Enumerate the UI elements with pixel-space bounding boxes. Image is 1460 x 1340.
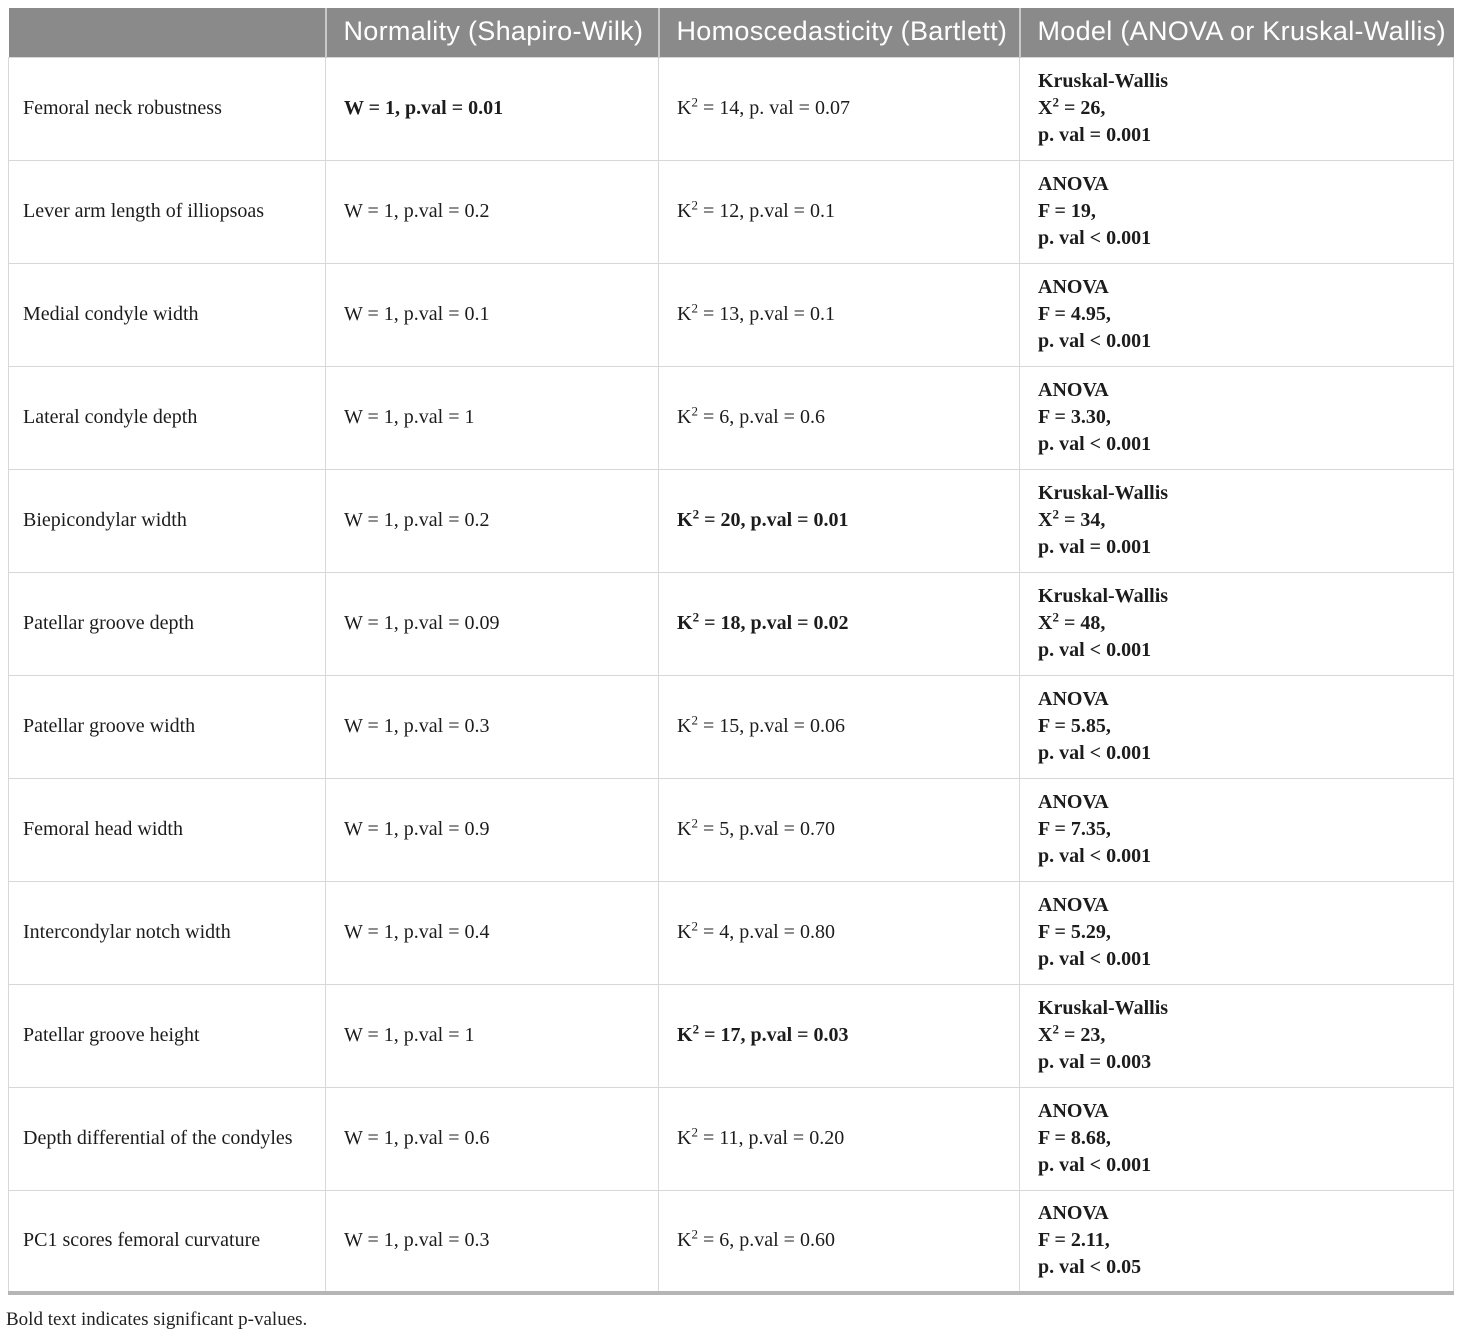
normality-value: W = 1, p.val = 0.1 [344, 303, 490, 325]
header-measurement [9, 8, 326, 57]
table-row [9, 469, 1454, 572]
header-model: Model (ANOVA or Kruskal-Wallis) [1020, 8, 1454, 57]
homoscedasticity-cell [659, 263, 1020, 366]
homoscedasticity-value: $K^2 = 15$, p.val = 0.06 [677, 712, 845, 737]
model-result [1038, 1098, 1445, 1179]
model-result [1038, 1200, 1445, 1281]
homoscedasticity-cell [659, 881, 1020, 984]
model-p-value: p. val < 0.001 [1038, 742, 1152, 764]
table-row [9, 778, 1454, 881]
homoscedasticity-cell [659, 469, 1020, 572]
normality-value: W = 1, p.val = 0.6 [344, 1127, 490, 1149]
homoscedasticity-value: $K^2 = 5$, p.val = 0.70 [677, 815, 835, 840]
measurement-label: Patellar groove width [9, 675, 326, 778]
table-row [9, 984, 1454, 1087]
homoscedasticity-cell [659, 1190, 1020, 1293]
homoscedasticity-value: $K^2 = 11$, p.val = 0.20 [677, 1124, 845, 1149]
homoscedasticity-cell [659, 57, 1020, 160]
normality-cell [326, 881, 659, 984]
homoscedasticity-value: $K^2 = 20$, p.val = 0.01 [677, 506, 849, 531]
homoscedasticity-value: $K^2 = 18$, p.val = 0.02 [677, 609, 849, 634]
normality-value: W = 1, p.val = 0.2 [344, 509, 490, 531]
table-row [9, 366, 1454, 469]
model-p-value: p. val < 0.001 [1038, 845, 1152, 867]
model-result [1038, 274, 1445, 355]
table-row [9, 57, 1454, 160]
model-result [1038, 171, 1445, 252]
model-result [1038, 995, 1445, 1076]
model-cell [1020, 778, 1454, 881]
normality-cell [326, 1190, 659, 1293]
measurement-label: Patellar groove height [9, 984, 326, 1087]
model-cell [1020, 675, 1454, 778]
measurement-label: Intercondylar notch width [9, 881, 326, 984]
model-cell [1020, 160, 1454, 263]
model-cell [1020, 572, 1454, 675]
model-cell [1020, 1087, 1454, 1190]
model-cell [1020, 366, 1454, 469]
normality-cell [326, 1087, 659, 1190]
model-cell [1020, 881, 1454, 984]
normality-value: W = 1, p.val = 0.2 [344, 200, 490, 222]
normality-value: W = 1, p.val = 1 [344, 1024, 475, 1046]
normality-cell [326, 160, 659, 263]
normality-cell [326, 57, 659, 160]
model-statistic: F = 5.85, [1038, 715, 1111, 737]
table-header [9, 8, 1454, 57]
header-homoscedasticity: Homoscedasticity (Bartlett) [659, 8, 1020, 57]
measurement-label: Medial condyle width [9, 263, 326, 366]
homoscedasticity-value: $K^2 = 17$, p.val = 0.03 [677, 1021, 849, 1046]
homoscedasticity-value: $K^2 = 6$, p.val = 0.60 [677, 1226, 835, 1252]
table-footnote: Bold text indicates significant p-values. [6, 1309, 308, 1330]
homoscedasticity-value: $K^2 = 14$, p. val = 0.07 [677, 94, 850, 119]
model-test-name: Kruskal-Wallis [1038, 70, 1169, 92]
model-p-value: p. val < 0.001 [1038, 330, 1152, 352]
measurement-label: Femoral neck robustness [9, 57, 326, 160]
normality-value: W = 1, p.val = 0.3 [344, 715, 490, 737]
measurement-label: Femoral head width [9, 778, 326, 881]
model-cell [1020, 1190, 1454, 1293]
homoscedasticity-value: $K^2 = 13$, p.val = 0.1 [677, 300, 835, 325]
normality-value: W = 1, p.val = 0.09 [344, 612, 500, 634]
model-test-name: ANOVA [1038, 379, 1109, 401]
normality-cell [326, 675, 659, 778]
model-p-value: p. val = 0.003 [1038, 1051, 1152, 1073]
model-statistic: F = 4.95, [1038, 303, 1111, 325]
model-statistic: $X^2 = 26$, [1038, 94, 1106, 119]
normality-value: W = 1, p.val = 0.3 [344, 1229, 490, 1252]
model-statistic: F = 7.35, [1038, 818, 1111, 840]
model-test-name: ANOVA [1038, 1100, 1109, 1122]
statistics-table [8, 8, 1454, 1295]
normality-value: W = 1, p.val = 1 [344, 406, 475, 428]
model-test-name: ANOVA [1038, 894, 1109, 916]
homoscedasticity-cell [659, 675, 1020, 778]
model-p-value: p. val < 0.05 [1038, 1256, 1142, 1279]
model-test-name: ANOVA [1038, 791, 1109, 813]
measurement-label: Patellar groove depth [9, 572, 326, 675]
homoscedasticity-value: $K^2 = 6$, p.val = 0.6 [677, 403, 825, 428]
model-p-value: p. val < 0.001 [1038, 639, 1152, 661]
table-row [9, 1190, 1454, 1293]
model-result [1038, 892, 1445, 973]
model-result [1038, 583, 1445, 664]
normality-cell [326, 469, 659, 572]
normality-cell [326, 572, 659, 675]
model-p-value: p. val < 0.001 [1038, 433, 1152, 455]
normality-cell [326, 366, 659, 469]
normality-cell [326, 778, 659, 881]
table-body [9, 57, 1454, 1293]
homoscedasticity-value: $K^2 = 12$, p.val = 0.1 [677, 197, 835, 222]
model-p-value: p. val < 0.001 [1038, 1154, 1152, 1176]
model-result [1038, 789, 1445, 870]
homoscedasticity-cell [659, 366, 1020, 469]
model-statistic: F = 8.68, [1038, 1127, 1111, 1149]
model-statistic: F = 2.11, [1038, 1229, 1110, 1252]
model-cell [1020, 263, 1454, 366]
model-p-value: p. val < 0.001 [1038, 948, 1152, 970]
homoscedasticity-cell [659, 778, 1020, 881]
model-p-value: p. val < 0.001 [1038, 227, 1152, 249]
table-row [9, 572, 1454, 675]
table-row [9, 675, 1454, 778]
model-test-name: ANOVA [1038, 173, 1109, 195]
model-result [1038, 480, 1445, 561]
normality-cell [326, 263, 659, 366]
measurement-label: Lateral condyle depth [9, 366, 326, 469]
normality-value: W = 1, p.val = 0.9 [344, 818, 490, 840]
table-row [9, 1087, 1454, 1190]
normality-value: W = 1, p.val = 0.4 [344, 921, 490, 943]
model-p-value: p. val = 0.001 [1038, 124, 1152, 146]
model-test-name: ANOVA [1038, 1202, 1109, 1225]
homoscedasticity-value: $K^2 = 4$, p.val = 0.80 [677, 918, 835, 943]
homoscedasticity-cell [659, 984, 1020, 1087]
table-row [9, 881, 1454, 984]
model-statistic: $X^2 = 34$, [1038, 506, 1106, 531]
normality-cell [326, 984, 659, 1087]
homoscedasticity-cell [659, 572, 1020, 675]
model-statistic: F = 3.30, [1038, 406, 1111, 428]
normality-value: W = 1, p.val = 0.01 [344, 97, 504, 119]
model-p-value: p. val = 0.001 [1038, 536, 1152, 558]
model-cell [1020, 57, 1454, 160]
header-normality: Normality (Shapiro-Wilk) [326, 8, 659, 57]
model-test-name: ANOVA [1038, 688, 1109, 710]
model-cell [1020, 469, 1454, 572]
measurement-label: Depth differential of the condyles [9, 1087, 326, 1190]
homoscedasticity-cell [659, 160, 1020, 263]
model-result [1038, 377, 1445, 458]
measurement-label: PC1 scores femoral curvature [9, 1190, 326, 1293]
statistics-table-container [8, 8, 1453, 1295]
table-row [9, 263, 1454, 366]
model-test-name: Kruskal-Wallis [1038, 482, 1169, 504]
model-result [1038, 686, 1445, 767]
model-test-name: ANOVA [1038, 276, 1109, 298]
model-statistic: F = 5.29, [1038, 921, 1111, 943]
model-test-name: Kruskal-Wallis [1038, 585, 1169, 607]
measurement-label: Lever arm length of illiopsoas [9, 160, 326, 263]
table-row [9, 160, 1454, 263]
model-result [1038, 68, 1445, 149]
homoscedasticity-cell [659, 1087, 1020, 1190]
measurement-label: Biepicondylar width [9, 469, 326, 572]
model-test-name: Kruskal-Wallis [1038, 997, 1169, 1019]
model-cell [1020, 984, 1454, 1087]
model-statistic: F = 19, [1038, 200, 1096, 222]
model-statistic: $X^2 = 48$, [1038, 609, 1106, 634]
header-row [9, 8, 1454, 57]
model-statistic: $X^2 = 23$, [1038, 1021, 1106, 1046]
